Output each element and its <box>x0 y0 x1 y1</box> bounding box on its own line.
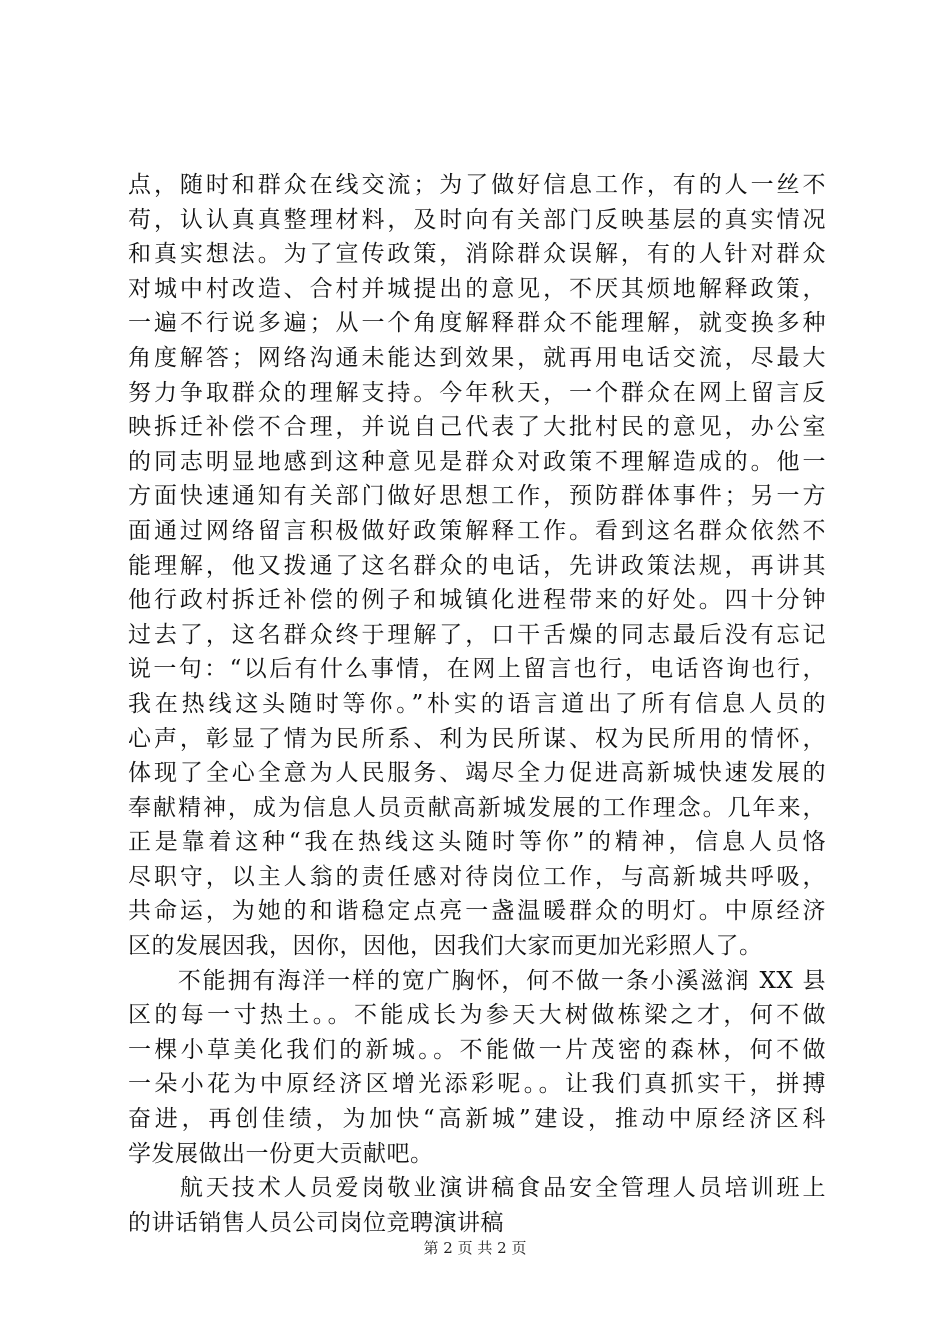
text-line: 一棵小草美化我们的新城。。不能做一片茂密的森林，何不做 <box>128 1036 826 1063</box>
text-line: 对城中村改造、合村并城提出的意见，不厌其烦地解释政策， <box>128 275 826 302</box>
text-line: 心声，彰显了情为民所系、利为民所谋、权为民所用的情怀， <box>128 725 826 752</box>
text-line: 尽职守，以主人翁的责任感对待岗位工作，与高新城共呼吸， <box>128 863 826 890</box>
text-line: 一朵小花为中原经济区增光添彩呢。。让我们真抓实干，拼搏 <box>128 1071 826 1098</box>
text-line: 我在热线这头随时等你。”朴实的语言道出了所有信息人员的 <box>128 690 826 717</box>
text-line: 学发展做出一份更大贡献吧。 <box>128 1140 434 1167</box>
text-line: 方面快速通知有关部门做好思想工作，预防群体事件；另一方 <box>128 483 826 510</box>
text-line: 正是靠着这种“我在热线这头随时等你”的精神，信息人员恪 <box>128 829 826 856</box>
text-line: 说一句：“以后有什么事情，在网上留言也行，电话咨询也行， <box>128 656 826 683</box>
text-line: 不能拥有海洋一样的宽广胸怀，何不做一条小溪滋润 XX 县 <box>128 967 826 994</box>
text-line: 面通过网络留言积极做好政策解释工作。看到这名群众依然不 <box>128 517 826 544</box>
text-line: 区的发展因我，因你，因他，因我们大家而更加光彩照人了。 <box>128 933 763 960</box>
text-line: 区的每一寸热土。。不能成长为参天大树做栋梁之才，何不做 <box>128 1002 826 1029</box>
text-line: 航天技术人员爱岗敬业演讲稿食品安全管理人员培训班上 <box>128 1175 826 1202</box>
text-line: 奉献精神，成为信息人员贡献高新城发展的工作理念。几年来， <box>128 794 826 821</box>
text-line: 能理解，他又拨通了这名群众的电话，先讲政策法规，再讲其 <box>128 552 826 579</box>
text-line: 的同志明显地感到这种意见是群众对政策不理解造成的。他一 <box>128 448 826 475</box>
page-number-footer: 第 2 页 共 2 页 <box>423 1239 527 1257</box>
text-line: 点，随时和群众在线交流；为了做好信息工作，有的人一丝不 <box>128 172 826 198</box>
document-body <box>128 168 826 1240</box>
text-line: 奋进，再创佳绩，为加快“高新城”建设，推动中原经济区科 <box>128 1106 826 1133</box>
text-line: 苟，认认真真整理材料，及时向有关部门反映基层的真实情况 <box>128 206 826 233</box>
text-line: 努力争取群众的理解支持。今年秋天，一个群众在网上留言反 <box>128 379 826 406</box>
text-line: 过去了，这名群众终于理解了，口干舌燥的同志最后没有忘记 <box>128 621 826 648</box>
text-line: 角度解答；网络沟通未能达到效果，就再用电话交流，尽最大 <box>128 344 826 371</box>
text-line: 和真实想法。为了宣传政策，消除群众误解，有的人针对群众 <box>128 241 826 268</box>
text-line: 体现了全心全意为人民服务、竭尽全力促进高新城快速发展的 <box>128 760 826 787</box>
text-line: 他行政村拆迁补偿的例子和城镇化进程带来的好处。四十分钟 <box>128 587 826 614</box>
text-line: 一遍不行说多遍；从一个角度解释群众不能理解，就变换多种 <box>128 310 826 337</box>
text-line: 共命运，为她的和谐稳定点亮一盏温暖群众的明灯。中原经济 <box>128 898 826 925</box>
text-line: 映拆迁补偿不合理，并说自己代表了大批村民的意见，办公室 <box>128 414 826 441</box>
text-line: 的讲话销售人员公司岗位竞聘演讲稿 <box>128 1209 504 1236</box>
